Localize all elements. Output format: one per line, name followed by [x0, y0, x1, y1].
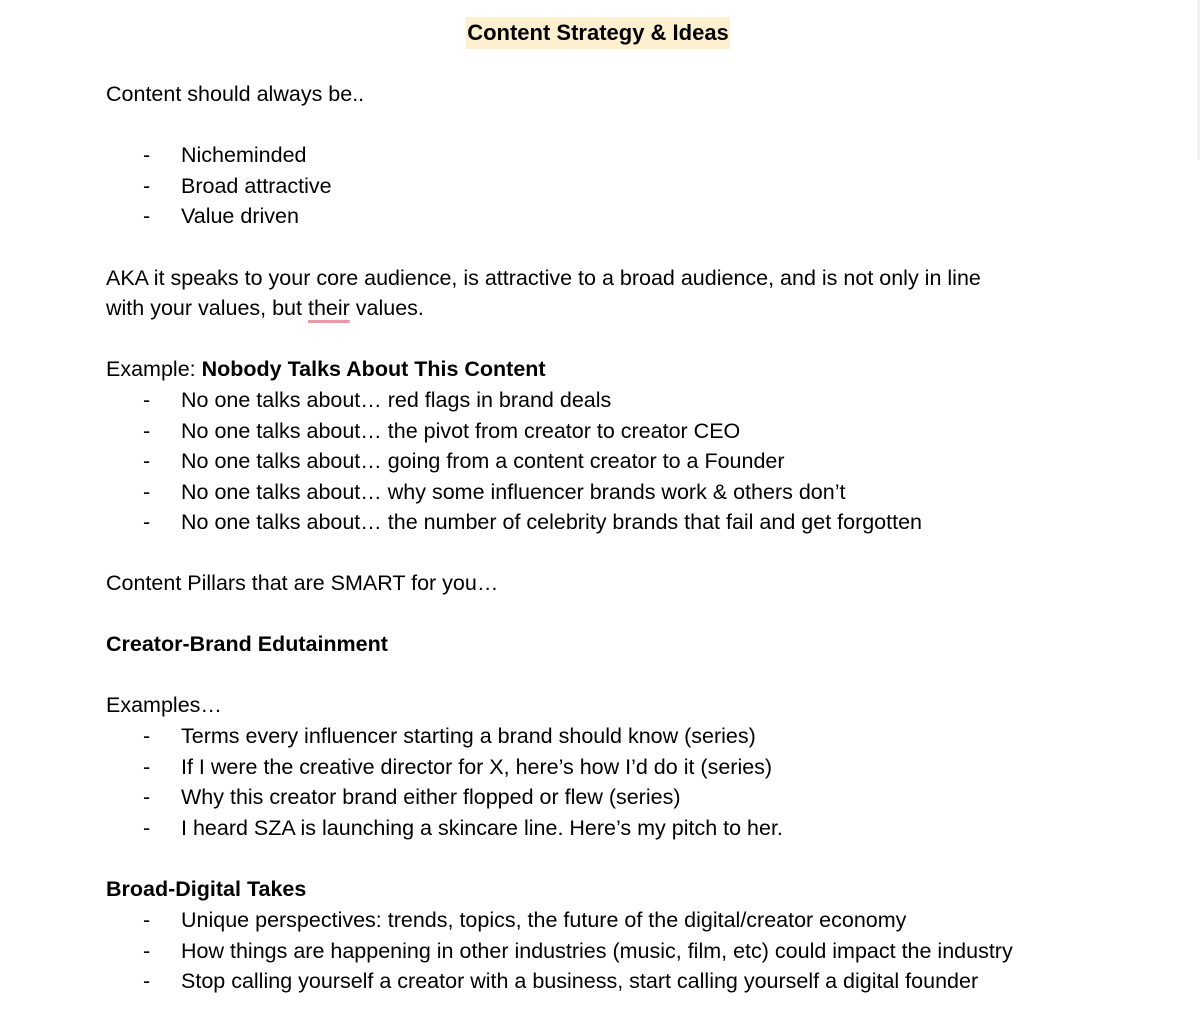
list-item	[0, 201, 1200, 231]
list-item-text: Nicheminded	[181, 143, 307, 167]
list-item	[0, 721, 1200, 751]
bullet-dash: -	[143, 724, 151, 748]
list-item	[0, 385, 1200, 415]
bullet-dash: -	[143, 815, 151, 840]
list-item-text: Unique perspectives: trends, topics, the future of the digital/creator economy	[181, 908, 907, 932]
bullet-dash: -	[143, 785, 151, 810]
list-item-text: Value driven	[181, 204, 299, 229]
list-item	[0, 446, 1200, 476]
aka-line-2-end: values.	[349, 296, 424, 320]
pillar-heading-edutainment: Creator-Brand Edutainment	[106, 632, 388, 656]
bullet-dash: -	[143, 418, 151, 443]
list-item-text: Terms every influencer starting a brand should know (series)	[181, 724, 756, 748]
list-item	[0, 966, 1200, 996]
list-item	[0, 171, 1200, 201]
bullet-dash: -	[143, 754, 151, 779]
pillar-heading-digital-takes: Broad-Digital Takes	[106, 877, 307, 901]
bullet-dash: -	[143, 908, 151, 932]
list-item-text: Broad attractive	[181, 173, 332, 198]
pillars-intro: Content Pillars that are SMART for you…	[106, 571, 499, 595]
list-item	[0, 140, 1200, 170]
bullet-dash: -	[143, 510, 151, 535]
example-heading	[106, 354, 546, 384]
list-item-text: Why this creator brand either flopped or flew (series)	[181, 785, 681, 810]
document-title: Content Strategy & Ideas	[466, 17, 730, 49]
list-item-text: I heard SZA is launching a skincare line. Here’s my pitch to her.	[181, 815, 783, 840]
list-item	[0, 782, 1200, 812]
list-item	[0, 752, 1200, 782]
list-item-text: No one talks about… red flags in brand deals	[181, 388, 612, 412]
example-title: Nobody Talks About This Content	[201, 357, 546, 381]
bullet-dash: -	[143, 388, 151, 412]
examples-label: Examples…	[106, 693, 222, 717]
list-item	[0, 813, 1200, 843]
list-item	[0, 477, 1200, 507]
bullet-dash: -	[143, 969, 151, 994]
list-item-text: No one talks about… why some influencer brands work & others don’t	[181, 479, 846, 504]
list-item-text: No one talks about… going from a content creator to a Founder	[181, 449, 785, 474]
aka-line-2-start: with your values, but	[106, 296, 308, 320]
aka-line-1: AKA it speaks to your core audience, is attractive to a broad audience, and is not only in line	[106, 266, 981, 290]
list-item-text: Stop calling yourself a creator with a business, start calling yourself a digital founder	[181, 969, 979, 994]
list-item-text: No one talks about… the pivot from creator to creator CEO	[181, 418, 741, 443]
spellcheck-flagged-word[interactable]: their	[307, 296, 350, 320]
bullet-dash: -	[143, 173, 151, 198]
list-item	[0, 905, 1200, 935]
bullet-dash: -	[143, 938, 151, 963]
list-item	[0, 416, 1200, 446]
list-item	[0, 507, 1200, 537]
bullet-dash: -	[143, 143, 151, 167]
list-item-text: If I were the creative director for X, here’s how I’d do it (series)	[181, 754, 773, 779]
example-prefix: Example:	[106, 357, 202, 381]
bullet-dash: -	[143, 449, 151, 474]
list-item	[0, 936, 1200, 966]
title-row	[0, 17, 1196, 49]
bullet-dash: -	[143, 479, 151, 504]
list-item-text: How things are happening in other industries (music, film, etc) could impact the industry	[181, 938, 1013, 963]
intro-text: Content should always be..	[106, 82, 365, 106]
list-item-text: No one talks about… the number of celebrity brands that fail and get forgotten	[181, 510, 923, 535]
aka-line-2	[106, 293, 424, 323]
bullet-dash: -	[143, 204, 151, 229]
